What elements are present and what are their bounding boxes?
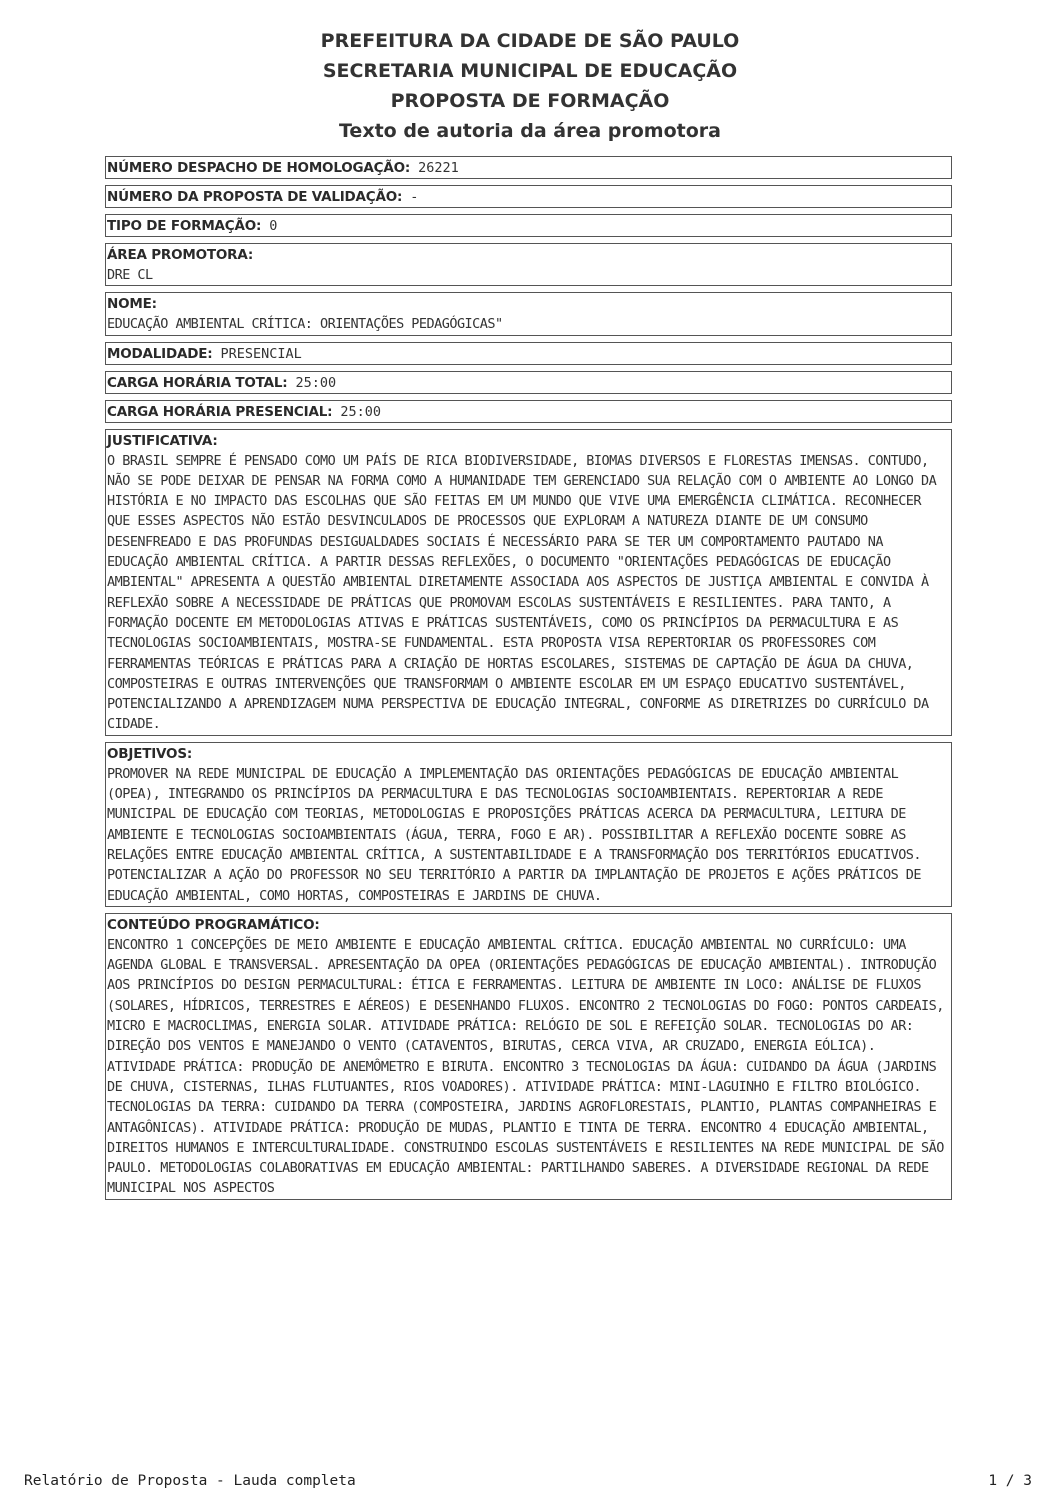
header-prefeitura: PREFEITURA DA CIDADE DE SÃO PAULO xyxy=(320,30,740,52)
field-carga-total-value: 25:00 xyxy=(295,374,337,391)
field-despacho-value: 26221 xyxy=(418,160,459,176)
field-modalidade-label: MODALIDADE: xyxy=(107,345,213,362)
field-tipo xyxy=(105,214,952,237)
field-carga-total-label: CARGA HORÁRIA TOTAL: xyxy=(107,374,288,391)
field-validacao-value: - xyxy=(410,189,419,205)
field-conteudo-label: CONTEÚDO PROGRAMÁTICO: xyxy=(107,916,320,933)
field-carga-presencial-label: CARGA HORÁRIA PRESENCIAL: xyxy=(107,403,333,420)
field-tipo-label: TIPO DE FORMAÇÃO: xyxy=(107,218,262,234)
field-objetivos-value: PROMOVER NA REDE MUNICIPAL DE EDUCAÇÃO A IMPLEMENTAÇÃO DAS ORIENTAÇÕES PEDAGÓGICAS DE EDUCAÇÃO AMBIENTAL (OPEA), INTEGRANDO OS PRINCÍPIOS DA PERMACULTURA E DAS TECNOLOGIAS SOCIOAMBIENTAIS. REPERTORIAR A REDE MUNICIPAL DE EDUCAÇÃO COM TEORIAS, METODOLOGIAS E PROPOSIÇÕES PRÁTICAS ACERCA DA PERMACULTURA, LEITURA DE AMBIENTE E TECNOLOGIAS SOCIOAMBIENTAIS (ÁGUA, TERRA, FOGO E AR). POSSIBILITAR A REFLEXÃO DOCENTE SOBRE AS RELAÇÕES ENTRE EDUCAÇÃO AMBIENTAL CRÍTICA, A SUSTENTABILIDADE E A TRANSFORMAÇÃO DOS TERRITÓRIOS EDUCATIVOS. POTENCIALIZAR A AÇÃO DO PROFESSOR NO SEU TERRITÓRIO A PARTIR DA IMPLANTAÇÃO DE PROJETOS E AÇÕES PRÁTICOS DE EDUCAÇÃO AMBIENTAL, COMO HORTAS, COMPOSTEIRAS E JARDINS DE CHUVA. xyxy=(107,765,929,904)
field-carga-total xyxy=(105,371,952,394)
field-conteudo-value: ENCONTRO 1 CONCEPÇÕES DE MEIO AMBIENTE E EDUCAÇÃO AMBIENTAL CRÍTICA. EDUCAÇÃO AMBIENTAL NO CURRÍCULO: UMA AGENDA GLOBAL E TRANSVERSAL. APRESENTAÇÃO DA OPEA (ORIENTAÇÕES PEDAGÓGICAS DE EDUCAÇÃO AMBIENTAL). INTRODUÇÃO AOS PRINCÍPIOS DO DESIGN PERMACULTURAL: ÉTICA E FERRAMENTAS. LEITURA DE AMBIENTE IN LOCO: ANÁLISE DE FLUXOS (SOLARES, HÍDRICOS, TERRESTRES E AÉREOS) E DESENHANDO FLUXOS. ENCONTRO 2 TECNOLOGIAS DO FOGO: PONTOS CARDEAIS, MICRO E MACROCLIMAS, ENERGIA SOLAR. ATIVIDADE PRÁTICA: RELÓGIO DE SOL E REFEIÇÃO SOLAR. TECNOLOGIAS DO AR: DIREÇÃO DOS VENTOS E MANEJANDO O VENTO (CATAVENTOS, BIRUTAS, CERCA VIVA, AR CRUZADO, ENERGIA EÓLICA). ATIVIDADE PRÁTICA: PRODUÇÃO DE ANEMÔMETRO E BIRUTA. ENCONTRO 3 TECNOLOGIAS DA ÁGUA: CUIDANDO DA ÁGUA (JARDINS DE CHUVA, CISTERNAS, ILHAS FLUTUANTES, RIOS VOADORES). ATIVIDADE PRÁTICA: MINI-LAGUINHO E FILTRO BIOLÓGICO. TECNOLOGIAS DA TERRA: CUIDANDO DA TERRA (COMPOSTEIRA, JARDINS AGROFLORESTAIS, PLANTIO, PLANTAS COMPANHEIRAS E ANTAGÔNICAS). ATIVIDADE PRÁTICA: PRODUÇÃO DE MUDAS, PLANTIO E TINTA DE TERRA. ENCONTRO 4 EDUCAÇÃO AMBIENTAL, DIREITOS HUMANOS E INTERCULTURALIDADE. CONSTRUINDO ESCOLAS SUSTENTÁVEIS E RESILIENTES NA REDE MUNICIPAL DE SÃO PAULO. METODOLOGIAS COLABORATIVAS EM EDUCAÇÃO AMBIENTAL: PARTILHANDO SABERES. A DIVERSIDADE REGIONAL DA REDE MUNICIPAL NOS ASPECTOS xyxy=(107,936,952,1197)
header-proposta: PROPOSTA DE FORMAÇÃO xyxy=(390,90,670,112)
field-carga-presencial-value: 25:00 xyxy=(340,403,381,420)
document-header xyxy=(0,26,1060,146)
field-nome-value: EDUCAÇÃO AMBIENTAL CRÍTICA: ORIENTAÇÕES PEDAGÓGICAS" xyxy=(107,316,503,333)
field-despacho-label: NÚMERO DESPACHO DE HOMOLOGAÇÃO: xyxy=(107,160,411,176)
field-modalidade-value: PRESENCIAL xyxy=(220,345,302,362)
field-area xyxy=(105,243,952,286)
header-secretaria: SECRETARIA MUNICIPAL DE EDUCAÇÃO xyxy=(322,60,738,82)
field-nome-label: NOME: xyxy=(107,296,157,313)
field-despacho xyxy=(105,156,952,179)
field-objetivos-label: OBJETIVOS: xyxy=(107,745,193,762)
field-area-value: DRE CL xyxy=(107,267,153,283)
field-tipo-value: 0 xyxy=(269,218,278,234)
footer-report-title: Relatório de Proposta - Lauda completa xyxy=(24,1473,356,1489)
field-justificativa-label: JUSTIFICATIVA: xyxy=(107,432,218,449)
field-area-label: ÁREA PROMOTORA: xyxy=(107,247,254,263)
field-objetivos xyxy=(105,742,952,907)
field-nome xyxy=(105,292,952,335)
footer-page-number: 1 / 3 xyxy=(988,1473,1032,1489)
field-justificativa-value: O BRASIL SEMPRE É PENSADO COMO UM PAÍS DE RICA BIODIVERSIDADE, BIOMAS DIVERSOS E FLORESTAS IMENSAS. CONTUDO, NÃO SE PODE DEIXAR DE PENSAR NA FORMA COMO A HUMANIDADE TEM GERENCIADO SUA RELAÇÃO COM O AMBIENTE AO LONGO DA HISTÓRIA E NO IMPACTO DAS ESCOLHAS QUE SÃO FEITAS EM UM MUNDO QUE VIVE UMA EMERGÊNCIA CLIMÁTICA. RECONHECER QUE ESSES ASPECTOS NÃO ESTÃO DESVINCULADOS DE PROCESSOS QUE EXPLORAM A NATUREZA DIANTE DE UM CONSUMO DESENFREADO E DAS PROFUNDAS DESIGUALDADES SOCIAIS É NECESSÁRIO PARA SE TER UM COMPORTAMENTO PAUTADO NA EDUCAÇÃO AMBIENTAL CRÍTICA. A PARTIR DESSAS REFLEXÕES, O DOCUMENTO "ORIENTAÇÕES PEDAGÓGICAS DE EDUCAÇÃO AMBIENTAL" APRESENTA A QUESTÃO AMBIENTAL DIRETAMENTE ASSOCIADA AOS ASPECTOS DE JUSTIÇA AMBIENTAL E CONVIDA À REFLEXÃO SOBRE A NECESSIDADE DE PRÁTICAS QUE PROMOVAM ESCOLAS SUSTENTÁVEIS E RESILIENTES. PARA TANTO, A FORMAÇÃO DOCENTE EM METODOLOGIAS ATIVAS E PRÁTICAS SUSTENTÁVEIS, COMO OS PRINCÍPIOS DA PERMACULTURA E AS TECNOLOGIAS SOCIOAMBIENTAIS, MOSTRA-SE FUNDAMENTAL. ESTA PROPOSTA VISA REPERTORIAR OS PROFESSORES COM FERRAMENTAS TEÓRICAS E PRÁTICAS PARA A CRIAÇÃO DE HORTAS ESCOLARES, SISTEMAS DE CAPTAÇÃO DE ÁGUA DA CHUVA, COMPOSTEIRAS E OUTRAS INTERVENÇÕES QUE TRANSFORMAM O AMBIENTE ESCOLAR EM UM ESPAÇO EDUCATIVO SUSTENTÁVEL, POTENCIALIZANDO A APRENDIZAGEM NUMA PERSPECTIVA DE EDUCAÇÃO INTEGRAL, CONFORME AS DIRETRIZES DO CURRÍCULO DA CIDADE. xyxy=(107,452,944,733)
field-carga-presencial xyxy=(105,400,952,423)
field-modalidade xyxy=(105,342,952,365)
field-validacao-label: NÚMERO DA PROPOSTA DE VALIDAÇÃO: xyxy=(107,189,403,205)
proposal-fields xyxy=(105,156,952,1206)
field-validacao xyxy=(105,185,952,208)
field-conteudo xyxy=(105,913,952,1200)
field-justificativa xyxy=(105,429,952,736)
header-subtitle: Texto de autoria da área promotora xyxy=(339,120,721,142)
